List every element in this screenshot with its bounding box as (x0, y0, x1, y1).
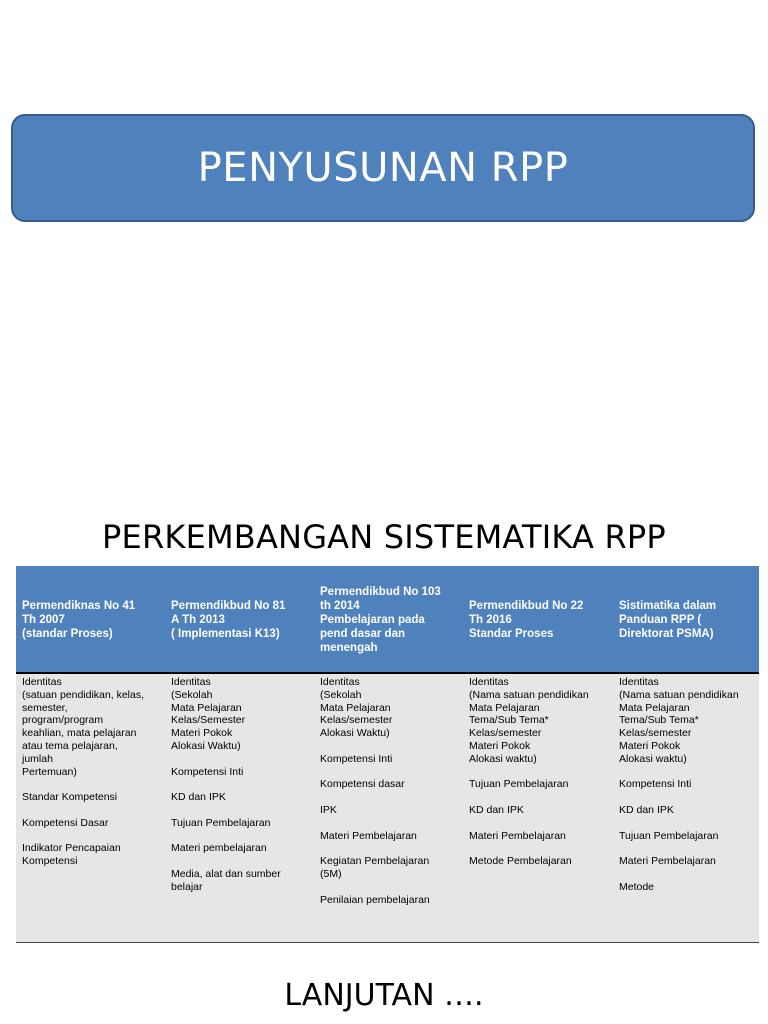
cell-line: Mata Pelajaran (619, 701, 690, 714)
cell-line (619, 842, 759, 855)
cell-line (320, 766, 463, 779)
cell-line: Kompetensi Inti (619, 778, 692, 791)
cell-line: Kelas/semester (619, 727, 692, 740)
cell-line: Kompetensi Inti (171, 765, 244, 778)
cell-line: Alokasi Waktu) (320, 727, 390, 740)
cell-line: Indikator Pencapaian (22, 842, 121, 855)
cell-line: (Sekolah (320, 688, 362, 701)
cell-line: Kelas/Semester (171, 714, 246, 727)
cell-line (22, 804, 165, 817)
cell-line: Pertemuan) (22, 765, 77, 778)
cell-line (171, 753, 314, 766)
header-cell: Permendiknas No 41 Th 2007 (standar Proses) (22, 600, 136, 640)
cell-line (320, 740, 463, 753)
cell-line (320, 881, 463, 894)
cell-line: Tujuan Pembelajaran (619, 829, 719, 842)
table-cell (613, 674, 759, 894)
cell-line (171, 830, 314, 843)
cell-line (469, 766, 613, 779)
table-cell (314, 674, 463, 906)
continuation-text: LANJUTAN …. (284, 978, 484, 1013)
cell-line: KD dan IPK (469, 803, 524, 816)
cell-line: Kompetensi (22, 855, 78, 868)
table-cell (165, 674, 314, 894)
cell-line (171, 778, 314, 791)
cell-line (320, 817, 463, 830)
cell-line (619, 791, 759, 804)
cell-line: Penilaian pembelajaran (320, 893, 430, 906)
cell-line: Identitas (22, 676, 62, 688)
sistematika-table (16, 566, 759, 943)
cell-line: IPK (320, 803, 337, 816)
cell-line (619, 868, 759, 881)
table-cell (463, 674, 613, 868)
cell-line: (Sekolah (171, 688, 213, 701)
cell-line: Kelas/semester (469, 727, 542, 740)
cell-line: KD dan IPK (171, 791, 226, 804)
cell-line: Identitas (171, 676, 211, 688)
cell-line: Media, alat dan sumber (171, 867, 281, 880)
cell-line: Kegiatan Pembelajaran (320, 855, 430, 868)
cell-line (469, 791, 613, 804)
cell-line: Identitas (469, 676, 509, 688)
cell-line: Identitas (320, 676, 360, 688)
cell-line (619, 766, 759, 779)
cell-line (171, 804, 314, 817)
header-cell: Permendikbud No 22 Th 2016 Standar Proses (469, 600, 584, 640)
slide-title-box (11, 114, 755, 222)
cell-line: belajar (171, 880, 203, 893)
cell-line (619, 817, 759, 830)
cell-line: Metode Pembelajaran (469, 855, 572, 868)
cell-line: Materi pembelajaran (171, 842, 267, 855)
cell-line: Tujuan Pembelajaran (469, 778, 569, 791)
cell-line: Kompetensi Inti (320, 752, 393, 765)
cell-line: Standar Kompetensi (22, 791, 118, 804)
cell-line: Alokasi waktu) (619, 752, 687, 765)
cell-line (469, 817, 613, 830)
slide-title: PENYUSUNAN RPP (197, 145, 569, 191)
cell-line: semester, (22, 701, 68, 714)
cell-line: Mata Pelajaran (469, 701, 540, 714)
cell-line: Materi Pembelajaran (619, 855, 716, 868)
cell-line: Tema/Sub Tema* (619, 714, 699, 727)
cell-line (22, 778, 165, 791)
cell-line: Kelas/semester (320, 714, 393, 727)
cell-line: Tujuan Pembelajaran (171, 816, 271, 829)
cell-line (320, 842, 463, 855)
cell-line: (Nama satuan pendidikan (619, 688, 739, 701)
cell-line: jumlah (22, 752, 53, 765)
header-cell: Permendikbud No 81 A Th 2013 ( Implementasi K13) (171, 600, 286, 640)
cell-line: atau tema pelajaran, (22, 739, 118, 752)
cell-line: Metode (619, 880, 655, 893)
cell-line: Tema/Sub Tema* (469, 714, 549, 727)
cell-line: keahlian, mata pelajaran (22, 727, 137, 740)
cell-line: Identitas (619, 676, 659, 688)
cell-line: Alokasi waktu) (469, 752, 537, 765)
cell-line: Mata Pelajaran (320, 701, 391, 714)
cell-line (171, 855, 314, 868)
cell-line: (5M) (320, 867, 342, 880)
cell-line: Materi Pokok (469, 739, 531, 752)
cell-line: (Nama satuan pendidikan (469, 688, 589, 701)
cell-line: (satuan pendidikan, kelas, (22, 688, 144, 701)
cell-line: Kompetensi dasar (320, 778, 405, 791)
cell-line (469, 842, 613, 855)
cell-line: Mata Pelajaran (171, 701, 242, 714)
header-cell: Sistimatika dalam Panduan RPP ( Direktorat PSMA) (619, 600, 717, 640)
header-cell: Permendikbud No 103 th 2014 Pembelajaran pada pend dasar dan menengah (320, 586, 441, 654)
cell-line (22, 830, 165, 843)
table-header-row (16, 566, 759, 674)
cell-line: Materi Pembelajaran (320, 829, 417, 842)
cell-line: Materi Pokok (171, 727, 233, 740)
cell-line: Alokasi Waktu) (171, 739, 241, 752)
cell-line: Kompetensi Dasar (22, 816, 109, 829)
cell-line: Materi Pembelajaran (469, 829, 566, 842)
cell-line: program/program (22, 714, 104, 727)
cell-line: Materi Pokok (619, 739, 681, 752)
table-cell (16, 674, 165, 868)
cell-line: KD dan IPK (619, 803, 674, 816)
cell-line (320, 791, 463, 804)
table-heading: PERKEMBANGAN SISTEMATIKA RPP (102, 518, 666, 556)
